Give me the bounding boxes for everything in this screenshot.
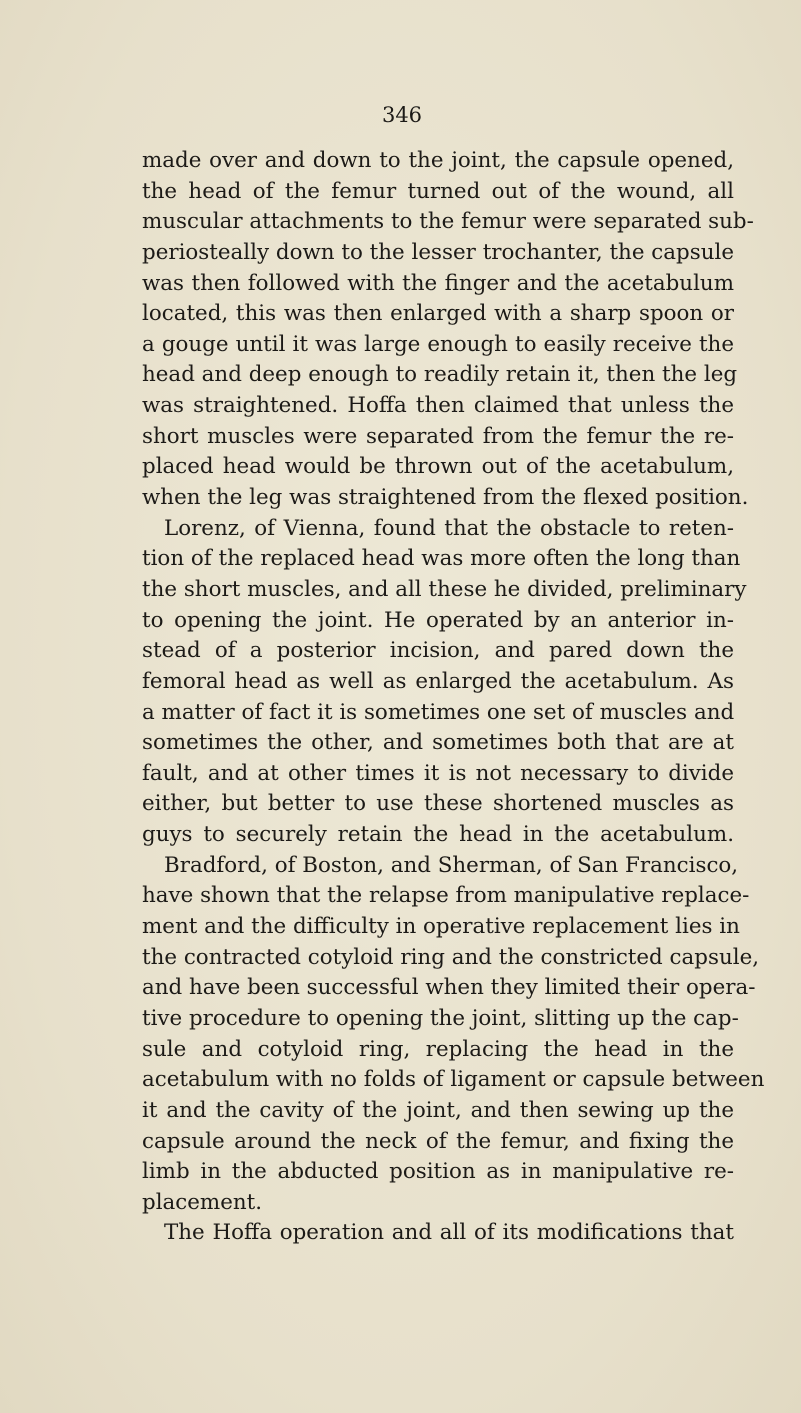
text-line: capsule around the neck of the femur, and fixing the (142, 1128, 734, 1154)
paragraph-start-line: The Hoffa operation and all of its modifications that (164, 1220, 734, 1246)
text-line: head and deep enough to readily retain it, then the leg (142, 362, 738, 388)
text-line: located, this was then enlarged with a sharp spoon or (142, 301, 734, 327)
paragraph-start-line: Bradford, of Boston, and Sherman, of San Francisco, (164, 852, 739, 878)
text-line: to opening the joint. He operated by an anterior in- (142, 607, 734, 633)
text-line: have shown that the relapse from manipulative replace- (142, 883, 750, 909)
page-number: 346 (381, 103, 423, 127)
text-line: the contracted cotyloid ring and the constricted capsule, (142, 944, 760, 970)
text-line: tive procedure to opening the joint, slitting up the cap- (142, 1005, 739, 1031)
text-line: a gouge until it was large enough to easily receive the (142, 331, 734, 357)
text-line: the short muscles, and all these he divided, preliminary (142, 576, 747, 602)
text-line: sule and cotyloid ring, replacing the head in the (142, 1036, 734, 1062)
text-line: was straightened. Hoffa then claimed that unless the (142, 393, 734, 419)
text-line: either, but better to use these shortened muscles as (142, 791, 734, 817)
text-line: it and the cavity of the joint, and then sewing up the (142, 1097, 734, 1123)
text-line: femoral head as well as enlarged the acetabulum. As (142, 668, 734, 694)
text-line: stead of a posterior incision, and pared down the (142, 638, 734, 664)
text-line: placed head would be thrown out of the acetabulum, (142, 454, 734, 480)
text-line: was then followed with the finger and the acetabulum (142, 270, 734, 296)
body-text (142, 146, 765, 1249)
text-line: short muscles were separated from the femur the re- (142, 423, 734, 449)
text-line: sometimes the other, and sometimes both that are at (142, 730, 734, 756)
text-line: muscular attachments to the femur were separated sub- (142, 209, 754, 235)
text-line: periosteally down to the lesser trochanter, the capsule (142, 239, 734, 265)
text-line: placement. (142, 1189, 263, 1215)
text-line: fault, and at other times it is not necessary to divide (142, 760, 734, 786)
text-line: when the leg was straightened from the flexed position. (142, 485, 749, 511)
text-line: the head of the femur turned out of the wound, all (142, 178, 734, 204)
text-line: made over and down to the joint, the capsule opened, (142, 148, 734, 173)
text-line: a matter of fact it is sometimes one set of muscles and (142, 699, 735, 725)
text-line: limb in the abducted position as in manipulative re- (142, 1159, 734, 1185)
text-line: tion of the replaced head was more often the long than (142, 546, 741, 572)
text-line: ment and the difficulty in operative replacement lies in (142, 914, 740, 940)
text-line: acetabulum with no folds of ligament or capsule between (142, 1067, 765, 1093)
text-line: guys to securely retain the head in the acetabulum. (142, 822, 734, 848)
text-line: and have been successful when they limited their opera- (142, 975, 756, 1001)
paragraph-start-line: Lorenz, of Vienna, found that the obstacle to reten- (164, 515, 734, 541)
